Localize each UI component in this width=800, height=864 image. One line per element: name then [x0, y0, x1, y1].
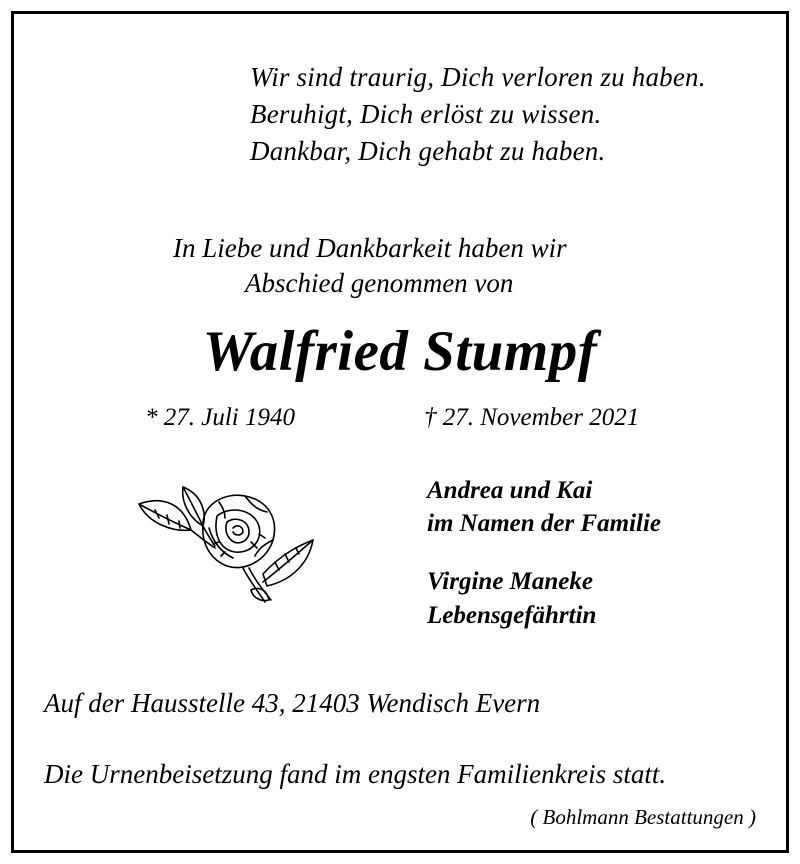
poem-line-1: Wir sind traurig, Dich verloren zu haben.: [250, 62, 706, 92]
death-date: † 27. November 2021: [424, 404, 640, 431]
burial-note: Die Urnenbeisetzung fand im engsten Familienkreis statt.: [44, 759, 667, 789]
poem-line-2: Beruhigt, Dich erlöst zu wissen.: [250, 99, 602, 129]
family-line-3: Virgine Maneke: [427, 568, 593, 595]
address: Auf der Hausstelle 43, 21403 Wendisch Evern: [44, 688, 541, 718]
birth-date: * 27. Juli 1940: [145, 404, 295, 431]
family-line-2: im Namen der Familie: [427, 510, 662, 537]
intro-line-2: Abschied genommen von: [245, 268, 514, 298]
family-line-4: Lebensgefährtin: [427, 602, 597, 629]
rose-icon: [133, 482, 317, 608]
poem-line-3: Dankbar, Dich gehabt zu haben.: [250, 136, 606, 166]
undertaker-name: ( Bohlmann Bestattungen ): [530, 805, 756, 829]
family-line-1: Andrea und Kai: [427, 477, 593, 504]
intro-line-1: In Liebe und Dankbarkeit haben wir: [173, 233, 567, 263]
deceased-name: Walfried Stumpf: [202, 320, 598, 383]
